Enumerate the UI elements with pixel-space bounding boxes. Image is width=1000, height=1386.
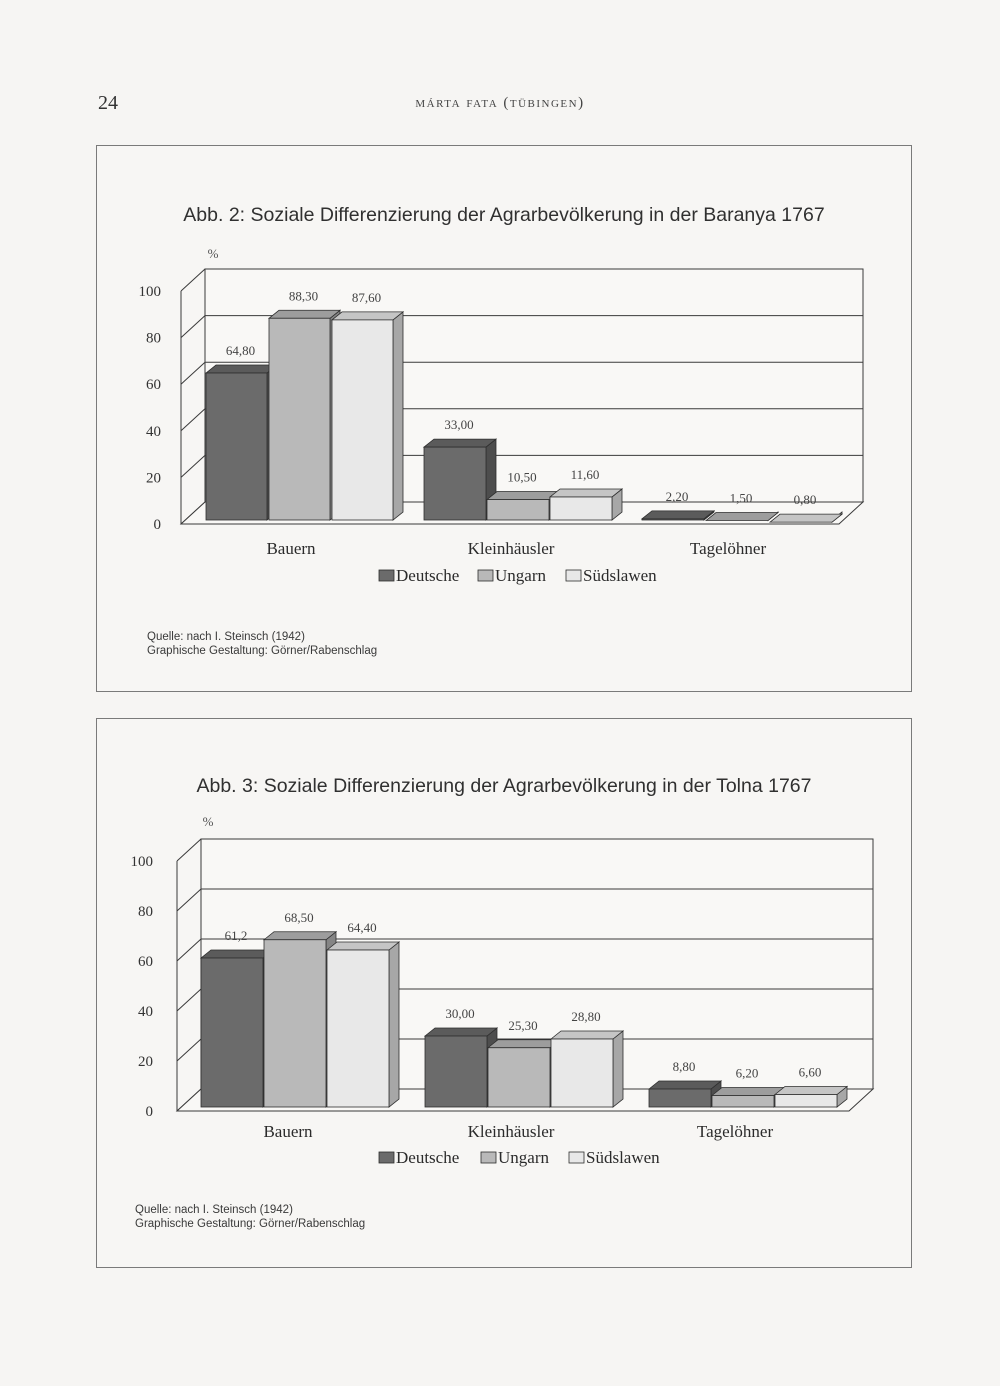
bar-deutsche	[424, 447, 486, 520]
legend-swatch-südslawen	[566, 570, 581, 581]
data-label: 0,80	[793, 492, 817, 508]
y-axis-unit: %	[202, 814, 214, 829]
y-tick-label: 80	[146, 330, 161, 347]
chart-title: Abb. 2: Soziale Differenzierung der Agrarbevölkerung in der Baranya 1767	[183, 204, 825, 226]
bar-chart-baranya	[1, 146, 1000, 626]
source-line: Quelle: nach I. Steinsch (1942)	[147, 631, 305, 643]
legend-label: Deutsche	[396, 1148, 460, 1167]
category-label: Tagelöhner	[689, 539, 767, 558]
data-label: 11,60	[570, 466, 600, 482]
bar-ungarn	[488, 1048, 550, 1107]
data-label: 64,40	[347, 920, 377, 935]
bar-top	[706, 513, 778, 521]
legend-swatch-ungarn	[478, 570, 493, 581]
bar-top	[770, 514, 842, 522]
y-axis-unit: %	[207, 246, 219, 261]
data-label: 68,50	[284, 909, 314, 925]
bar-südslawen	[551, 1039, 613, 1107]
bar-südslawen	[550, 497, 612, 520]
legend-swatch-deutsche	[379, 1152, 394, 1163]
bar-südslawen	[327, 950, 389, 1107]
data-label: 6,20	[735, 1065, 759, 1081]
bar-deutsche	[201, 958, 263, 1107]
data-label: 1,50	[729, 490, 753, 506]
legend-label: Ungarn	[495, 566, 546, 585]
gridline-side	[177, 989, 201, 1011]
bar-chart-tolna	[1, 719, 1000, 1199]
y-tick-label: 100	[138, 284, 161, 300]
data-label: 61,2	[224, 928, 248, 943]
y-tick-label: 80	[138, 904, 153, 920]
y-tick-label: 0	[153, 517, 161, 533]
running-head: márta fata (tübingen)	[415, 95, 585, 111]
data-label: 25,30	[508, 1017, 538, 1033]
y-tick-label: 60	[146, 377, 161, 394]
gridline-side	[181, 409, 205, 431]
legend-label: Südslawen	[586, 1148, 660, 1167]
data-label: 10,50	[507, 469, 537, 485]
bar-top	[425, 1028, 497, 1036]
data-label: 64,80	[225, 343, 256, 359]
bar-deutsche	[425, 1036, 487, 1107]
gridline-side	[177, 1039, 201, 1061]
bar-top	[327, 942, 399, 950]
gridline-side	[181, 316, 205, 338]
bar-top	[201, 950, 273, 958]
category-label: Kleinhäusler	[467, 1122, 555, 1141]
figure-baranya	[96, 145, 912, 692]
bar-deutsche	[642, 519, 704, 520]
source-note	[147, 630, 377, 658]
bar-top	[488, 1040, 560, 1048]
bar-side	[613, 1031, 623, 1107]
y-tick-label: 60	[138, 954, 153, 970]
bar-top	[712, 1088, 784, 1096]
y-tick-label: 40	[146, 423, 161, 440]
category-label: Tagelöhner	[696, 1122, 774, 1141]
data-label: 2,20	[665, 488, 689, 504]
gridline-side	[181, 362, 205, 384]
data-label: 28,80	[571, 1009, 601, 1024]
gridline-side	[177, 839, 201, 861]
bar-ungarn	[264, 940, 326, 1107]
legend-swatch-südslawen	[569, 1152, 584, 1163]
data-label: 6,60	[798, 1064, 822, 1080]
gridline-side	[177, 939, 201, 961]
bar-top	[206, 365, 277, 373]
gridline-side	[177, 889, 201, 911]
legend-swatch-ungarn	[481, 1152, 496, 1163]
bar-ungarn	[269, 318, 330, 520]
bar-top	[264, 932, 336, 940]
bar-top	[775, 1087, 847, 1095]
bar-deutsche	[206, 373, 267, 520]
data-label: 88,30	[288, 288, 319, 304]
y-tick-label: 20	[146, 470, 161, 487]
legend-label: Deutsche	[396, 566, 460, 585]
legend-label: Südslawen	[583, 566, 657, 585]
bar-top	[551, 1031, 623, 1039]
bar-side	[393, 312, 403, 520]
page-number: 24	[98, 92, 118, 114]
bar-top	[649, 1081, 721, 1089]
gridline-side	[181, 455, 205, 477]
y-tick-label: 40	[138, 1004, 153, 1020]
data-label: 33,00	[444, 417, 474, 433]
gridline-side	[181, 269, 205, 291]
design-credit-line: Graphische Gestaltung: Görner/Rabenschlag	[147, 645, 378, 657]
bar-top	[550, 489, 622, 497]
data-label: 87,60	[351, 289, 382, 305]
category-label: Bauern	[263, 1122, 313, 1141]
bar-südslawen	[775, 1095, 837, 1108]
source-note	[135, 1203, 365, 1231]
y-tick-label: 20	[138, 1054, 153, 1070]
y-tick-label: 0	[145, 1104, 153, 1120]
bar-side	[389, 942, 399, 1107]
legend-swatch-deutsche	[379, 570, 394, 581]
figure-tolna	[96, 718, 912, 1268]
chart-title: Abb. 3: Soziale Differenzierung der Agrarbevölkerung in der Tolna 1767	[196, 775, 812, 797]
bar-top	[642, 511, 714, 519]
data-label: 30,00	[445, 1006, 475, 1021]
design-credit-line: Graphische Gestaltung: Görner/Rabenschlag	[135, 1218, 366, 1230]
bar-ungarn	[712, 1096, 774, 1108]
data-label: 8,80	[672, 1059, 696, 1074]
category-label: Bauern	[266, 539, 316, 558]
bar-deutsche	[649, 1089, 711, 1107]
bar-top	[269, 310, 340, 318]
bar-ungarn	[487, 500, 549, 520]
legend-label: Ungarn	[498, 1148, 549, 1167]
category-label: Kleinhäusler	[467, 539, 555, 558]
bar-südslawen	[332, 320, 393, 520]
bar-top	[487, 492, 559, 500]
source-line: Quelle: nach I. Steinsch (1942)	[135, 1204, 293, 1216]
bar-top	[332, 312, 403, 320]
bar-top	[424, 439, 496, 447]
y-tick-label: 100	[130, 854, 153, 870]
